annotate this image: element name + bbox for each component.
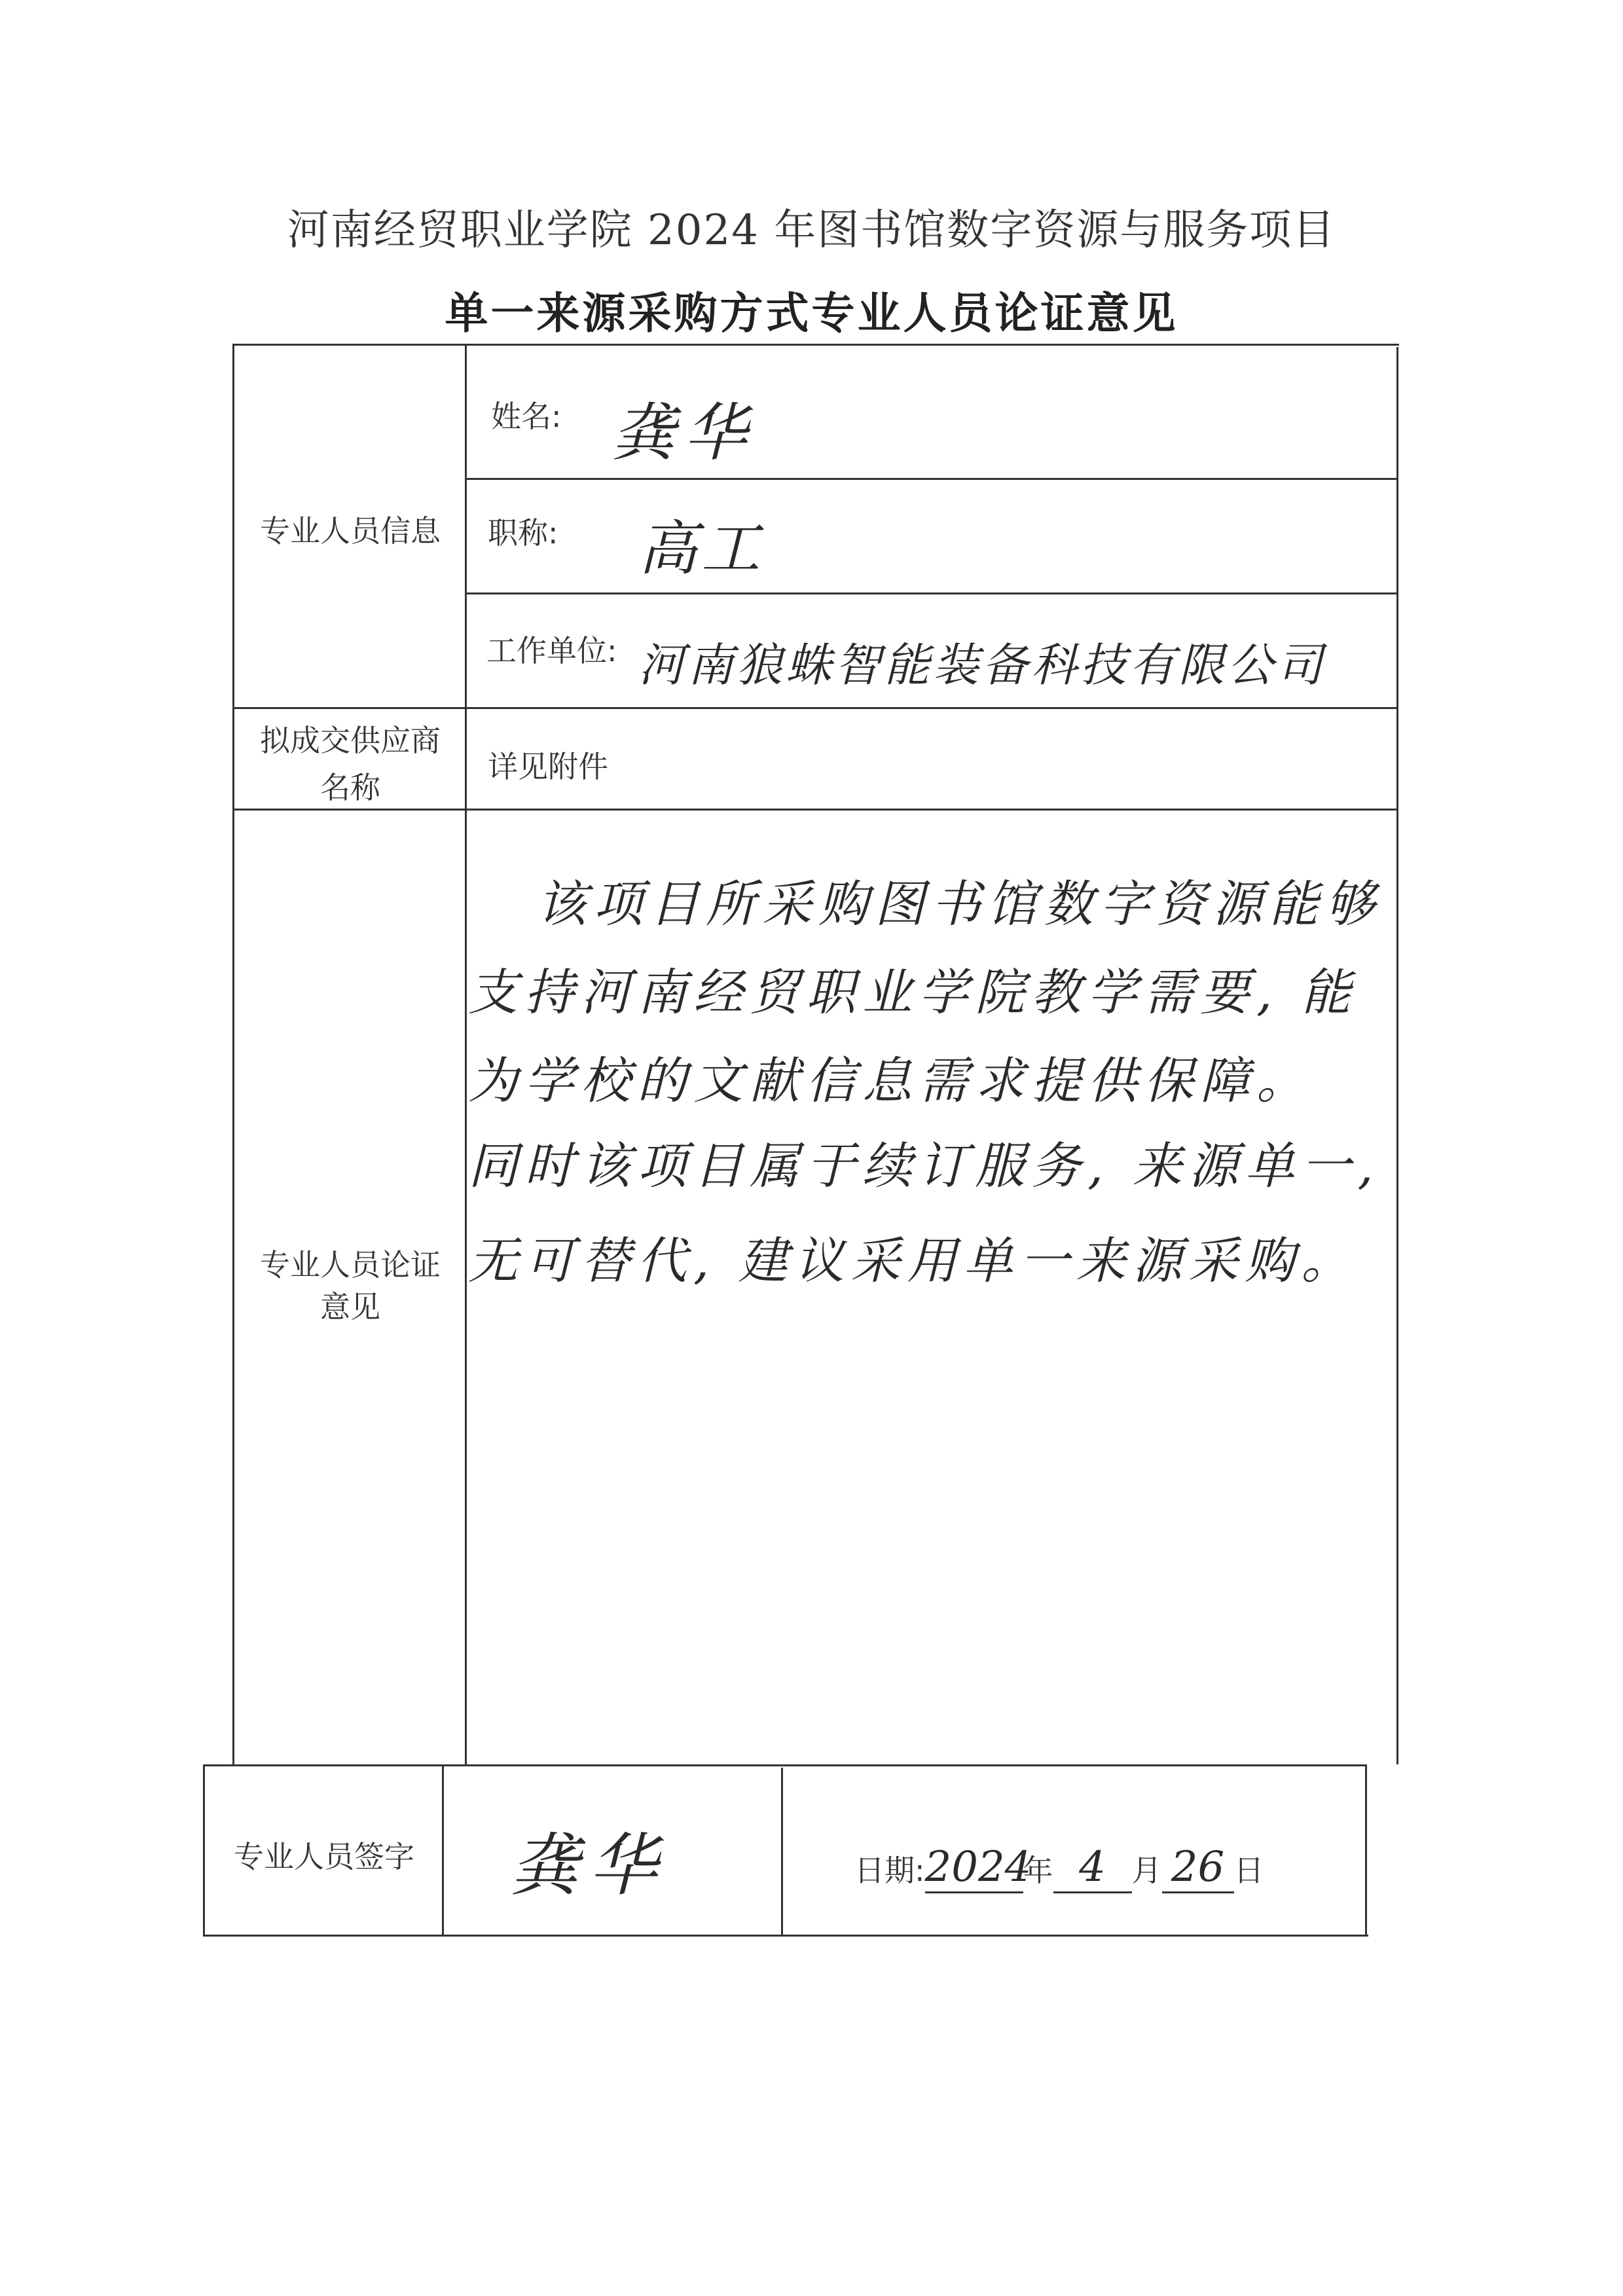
table-border-top (232, 344, 1399, 346)
date-month: 4 (1053, 1843, 1132, 1893)
employer-label: 工作单位: (486, 633, 617, 668)
signature-value: 龚华 (511, 1825, 668, 1905)
signature-label: 专业人员签字 (234, 1839, 414, 1874)
row-divider (204, 1764, 1366, 1766)
opinion-line: 无可替代, 建议采用单一来源采购。 (468, 1231, 1358, 1290)
supplier-value: 详见附件 (488, 749, 608, 784)
opinion-line: 同时该项目属于续订服务, 来源单一, (468, 1137, 1380, 1195)
opinion-line: 该项目所采购图书馆数字资源能够 (537, 875, 1381, 933)
date-year: 2024 (925, 1843, 1023, 1893)
year-unit: 年 (1023, 1853, 1053, 1888)
info-section-label: 专业人员信息 (260, 513, 441, 549)
date-label: 日期: (854, 1853, 925, 1888)
supplier-label: 拟成交供应商名称 (260, 723, 441, 805)
table-border-right (1396, 347, 1398, 1764)
row-divider (232, 707, 1398, 709)
column-divider (465, 344, 467, 1766)
day-unit: 日 (1233, 1853, 1264, 1888)
month-unit: 月 (1131, 1853, 1162, 1888)
table-border-right (1365, 1764, 1367, 1936)
opinion-line: 支持河南经贸职业学院教学需要, 能 (468, 963, 1358, 1021)
document-subtitle: 单一来源采购方式专业人员论证意见 (445, 287, 1178, 338)
column-divider (442, 1764, 444, 1936)
name-value: 龚华 (612, 396, 756, 469)
job-title-label: 职称: (488, 515, 558, 551)
table-border-left (232, 344, 234, 1764)
employer-value: 河南狼蛛智能装备科技有限公司 (638, 638, 1326, 692)
date-day: 26 (1162, 1843, 1234, 1893)
table-border-bottom (203, 1935, 1368, 1937)
column-divider (781, 1768, 783, 1936)
opinion-line: 为学校的文献信息需求提供保障。 (468, 1051, 1313, 1110)
date-field (854, 1843, 1264, 1893)
row-divider (465, 478, 1398, 480)
opinion-label: 专业人员论证意见 (260, 1247, 441, 1324)
document-title: 河南经贸职业学院 2024 年图书馆数字资源与服务项目 (287, 206, 1336, 255)
row-divider (465, 592, 1398, 594)
table-border-left (203, 1764, 205, 1936)
job-title-value: 高工 (638, 515, 764, 583)
name-label: 姓名: (491, 399, 562, 434)
